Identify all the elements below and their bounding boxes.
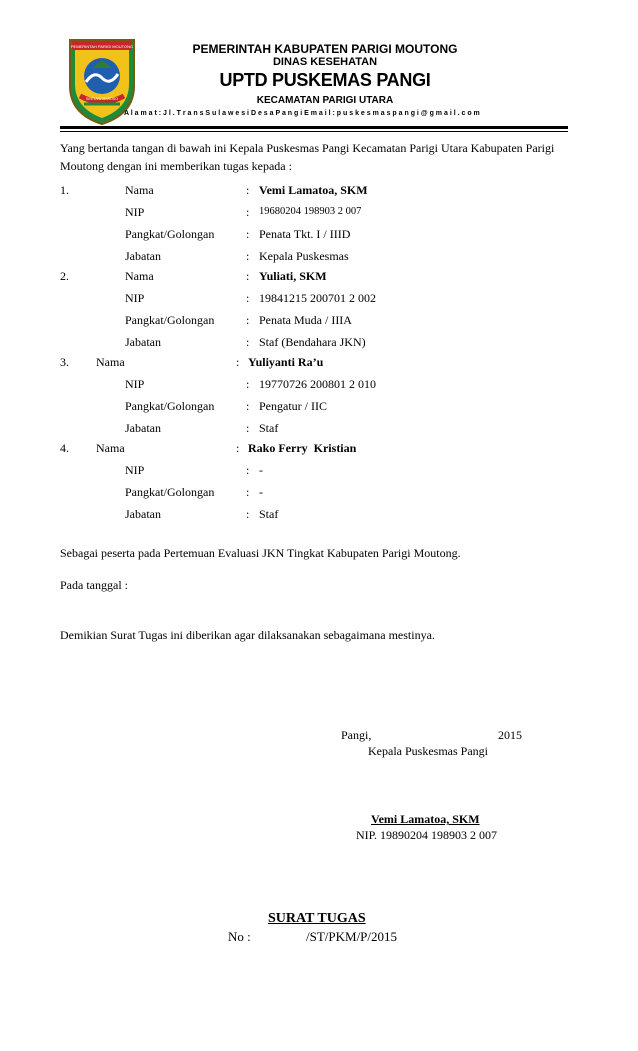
intro-line-1: Yang bertanda tangan di bawah ini Kepala Puskesmas Pangi Kecamatan Parigi Utara Kabupaten Parigi bbox=[60, 141, 555, 155]
label-jabatan: Jabatan bbox=[125, 249, 161, 263]
signature-place: Pangi, bbox=[341, 728, 372, 742]
label-pangkat: Pangkat/Golongan bbox=[125, 313, 215, 327]
label-pangkat: Pangkat/Golongan bbox=[125, 399, 215, 413]
person-pangkat: - bbox=[259, 485, 263, 499]
date-label: Pada tanggal : bbox=[60, 578, 128, 592]
colon: : bbox=[246, 291, 250, 305]
person-pangkat: Penata Tkt. I / IIID bbox=[259, 227, 351, 241]
person-nip: 19841215 200701 2 002 bbox=[259, 291, 376, 305]
letterhead-government: PEMERINTAH KABUPATEN PARIGI MOUTONG bbox=[192, 42, 458, 56]
person-nama: Yuliati, SKM bbox=[259, 269, 327, 283]
letterhead-district: KECAMATAN PARIGI UTARA bbox=[256, 95, 394, 106]
person-nip: 19770726 200801 2 010 bbox=[259, 377, 376, 391]
colon: : bbox=[246, 399, 250, 413]
label-nama: Nama bbox=[96, 355, 125, 369]
label-nip: NIP bbox=[125, 291, 145, 305]
label-nama: Nama bbox=[125, 269, 154, 283]
label-nip: NIP bbox=[125, 377, 145, 391]
signature-title: Kepala Puskesmas Pangi bbox=[368, 744, 488, 758]
letterhead-department: DINAS KESEHATAN bbox=[272, 56, 378, 68]
logo-text-bottom: SINTUVU MAROSO bbox=[86, 97, 118, 101]
document-number-label: No : bbox=[228, 929, 251, 944]
signature-nip: NIP. 19890204 198903 2 007 bbox=[356, 828, 498, 842]
document-number-value: /ST/PKM/P/2015 bbox=[306, 929, 398, 944]
intro-line-2: Moutong dengan ini memberikan tugas kepada : bbox=[60, 159, 292, 173]
label-pangkat: Pangkat/Golongan bbox=[125, 227, 215, 241]
purpose-text: Sebagai peserta pada Pertemuan Evaluasi JKN Tingkat Kabupaten Parigi Moutong. bbox=[60, 546, 461, 560]
person-number: 2. bbox=[60, 269, 69, 283]
person-nama: Vemi Lamatoa, SKM bbox=[259, 183, 368, 197]
person-nama: Rako Ferry Kristian bbox=[248, 441, 357, 455]
label-jabatan: Jabatan bbox=[125, 507, 161, 521]
colon: : bbox=[246, 183, 250, 197]
colon: : bbox=[236, 441, 240, 455]
label-nip: NIP bbox=[125, 205, 145, 219]
letterhead-institution: UPTD PUSKEMAS PANGI bbox=[219, 70, 431, 90]
colon: : bbox=[246, 227, 250, 241]
person-jabatan: Staf (Bendahara JKN) bbox=[259, 335, 366, 349]
document-title: SURAT TUGAS bbox=[268, 911, 366, 926]
label-nip: NIP bbox=[125, 463, 145, 477]
signature-name: Vemi Lamatoa, SKM bbox=[371, 812, 480, 826]
label-pangkat: Pangkat/Golongan bbox=[125, 485, 215, 499]
label-nama: Nama bbox=[125, 183, 154, 197]
person-jabatan: Kepala Puskesmas bbox=[259, 249, 349, 263]
person-pangkat: Pengatur / IIC bbox=[259, 399, 327, 413]
person-nip: 19680204 198903 2 007 bbox=[259, 206, 362, 217]
logo-text-top: PEMERINTAH PARIGI MOUTONG bbox=[70, 44, 134, 49]
label-jabatan: Jabatan bbox=[125, 335, 161, 349]
person-number: 1. bbox=[60, 183, 69, 197]
person-pangkat: Penata Muda / IIIA bbox=[259, 313, 352, 327]
colon: : bbox=[236, 355, 240, 369]
colon: : bbox=[246, 205, 250, 219]
person-number: 4. bbox=[60, 441, 69, 455]
person-jabatan: Staf bbox=[259, 507, 279, 521]
colon: : bbox=[246, 463, 250, 477]
colon: : bbox=[246, 507, 250, 521]
signature-year: 2015 bbox=[498, 728, 522, 742]
header-rule-thin bbox=[60, 131, 568, 132]
label-nama: Nama bbox=[96, 441, 125, 455]
person-number: 3. bbox=[60, 355, 69, 369]
person-nip: - bbox=[259, 463, 263, 477]
colon: : bbox=[246, 249, 250, 263]
header-rule-thick bbox=[60, 126, 568, 129]
colon: : bbox=[246, 335, 250, 349]
colon: : bbox=[246, 377, 250, 391]
person-jabatan: Staf bbox=[259, 421, 279, 435]
label-jabatan: Jabatan bbox=[125, 421, 161, 435]
colon: : bbox=[246, 313, 250, 327]
colon: : bbox=[246, 269, 250, 283]
letterhead-address: A l a m a t : J l . T r a n s S u l a w e s i D e s a P a n g i E m a i l : p u s k e s m a s p a n g i @ g m a i l . c o m bbox=[124, 110, 480, 117]
colon: : bbox=[246, 421, 250, 435]
person-nama: Yuliyanti Ra’u bbox=[248, 355, 324, 369]
closing-text: Demikian Surat Tugas ini diberikan agar dilaksanakan sebagaimana mestinya. bbox=[60, 628, 435, 642]
colon: : bbox=[246, 485, 250, 499]
